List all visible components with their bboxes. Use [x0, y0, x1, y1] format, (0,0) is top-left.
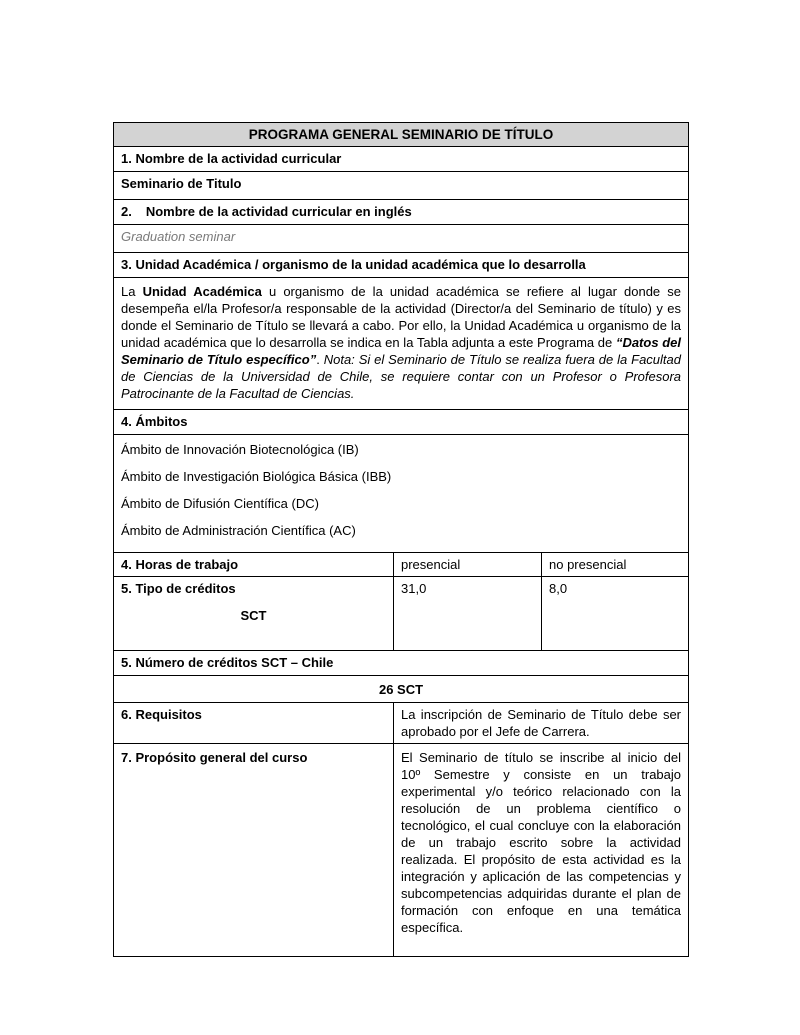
ambito-item: Ámbito de Difusión Científica (DC) [121, 496, 319, 511]
programa-table [113, 122, 689, 957]
requisitos-value: La inscripción de Seminario de Título debe ser aprobado por el Jefe de Carrera. [394, 703, 689, 744]
ambito-item: Ámbito de Investigación Biológica Básica (IBB) [121, 469, 392, 484]
ambitos-list [114, 435, 689, 553]
section3-title: 3. Unidad Académica / organismo de la unidad académica que lo desarrolla [114, 253, 689, 278]
section3-seg1: La [121, 284, 143, 299]
no-presencial-credits-value: 8,0 [542, 577, 689, 651]
document-title: PROGRAMA GENERAL SEMINARIO DE TÍTULO [114, 123, 689, 147]
section3-seg2: Unidad Académica [142, 284, 262, 299]
sct-label: SCT [240, 608, 267, 623]
no-presencial-header: no presencial [542, 553, 689, 577]
section3-seg5: . [316, 352, 324, 367]
section2-title [114, 200, 689, 225]
presencial-credits-value: 31,0 [394, 577, 542, 651]
section3-seg4: “Datos del Seminario de Título específico” [121, 335, 682, 367]
numero-creditos-title: 5. Número de créditos SCT – Chile [114, 651, 689, 676]
section3-seg3: u organismo de la unidad académica se refiere al lugar donde se desempeña el/la Profesor/a responsable de la actividad (Director/a del Seminario de título) y es donde el Seminario de Título se llevará a cabo. Por ello, la Unidad Académica u organismo de la unidad académica que lo desarrolla se indica en la Tabla adjunta a este Programa de [121, 284, 682, 350]
proposito-value: El Seminario de título se inscribe al inicio del 10º Semestre y consiste en un trabajo experimental y/o teórico relacionado con la resolución de un problema científico o tecnológico, el cual concluye con la elaboración de un trabajo escrito sobre la actividad realizada. El propósito de esta actividad es la integración y aplicación de las competencias y subcompetencias adquiridas durante el plan de formación con enfoque en una temática específica. [394, 744, 689, 957]
section2-title-text: Nombre de la actividad curricular en inglés [145, 204, 412, 219]
ambito-item: Ámbito de Innovación Biotecnológica (IB) [121, 442, 359, 457]
section2-value: Graduation seminar [114, 225, 689, 253]
section3-body-cell [114, 278, 689, 410]
section1-title: 1. Nombre de la actividad curricular [114, 147, 689, 172]
presencial-header: presencial [394, 553, 542, 577]
section2-number: 2. [121, 204, 132, 219]
section3-nota: Nota: Si el Seminario de Título se realiza fuera de la Facultad de Ciencias de la Universidad de Chile, se requiere contar con un Profesor o Profesora Patrocinante de la Facultad de Ciencias. [121, 352, 682, 401]
requisitos-title: 6. Requisitos [114, 703, 394, 744]
numero-creditos-value: 26 SCT [114, 676, 689, 703]
section3-body [121, 283, 681, 402]
proposito-title: 7. Propósito general del curso [114, 744, 394, 957]
tipo-creditos-title: 5. Tipo de créditos [121, 581, 236, 596]
section4-title: 4. Ámbitos [114, 410, 689, 435]
tipo-creditos-cell [114, 577, 394, 651]
section1-value: Seminario de Titulo [114, 172, 689, 200]
horas-title: 4. Horas de trabajo [114, 553, 394, 577]
ambito-item: Ámbito de Administración Científica (AC) [121, 523, 356, 538]
